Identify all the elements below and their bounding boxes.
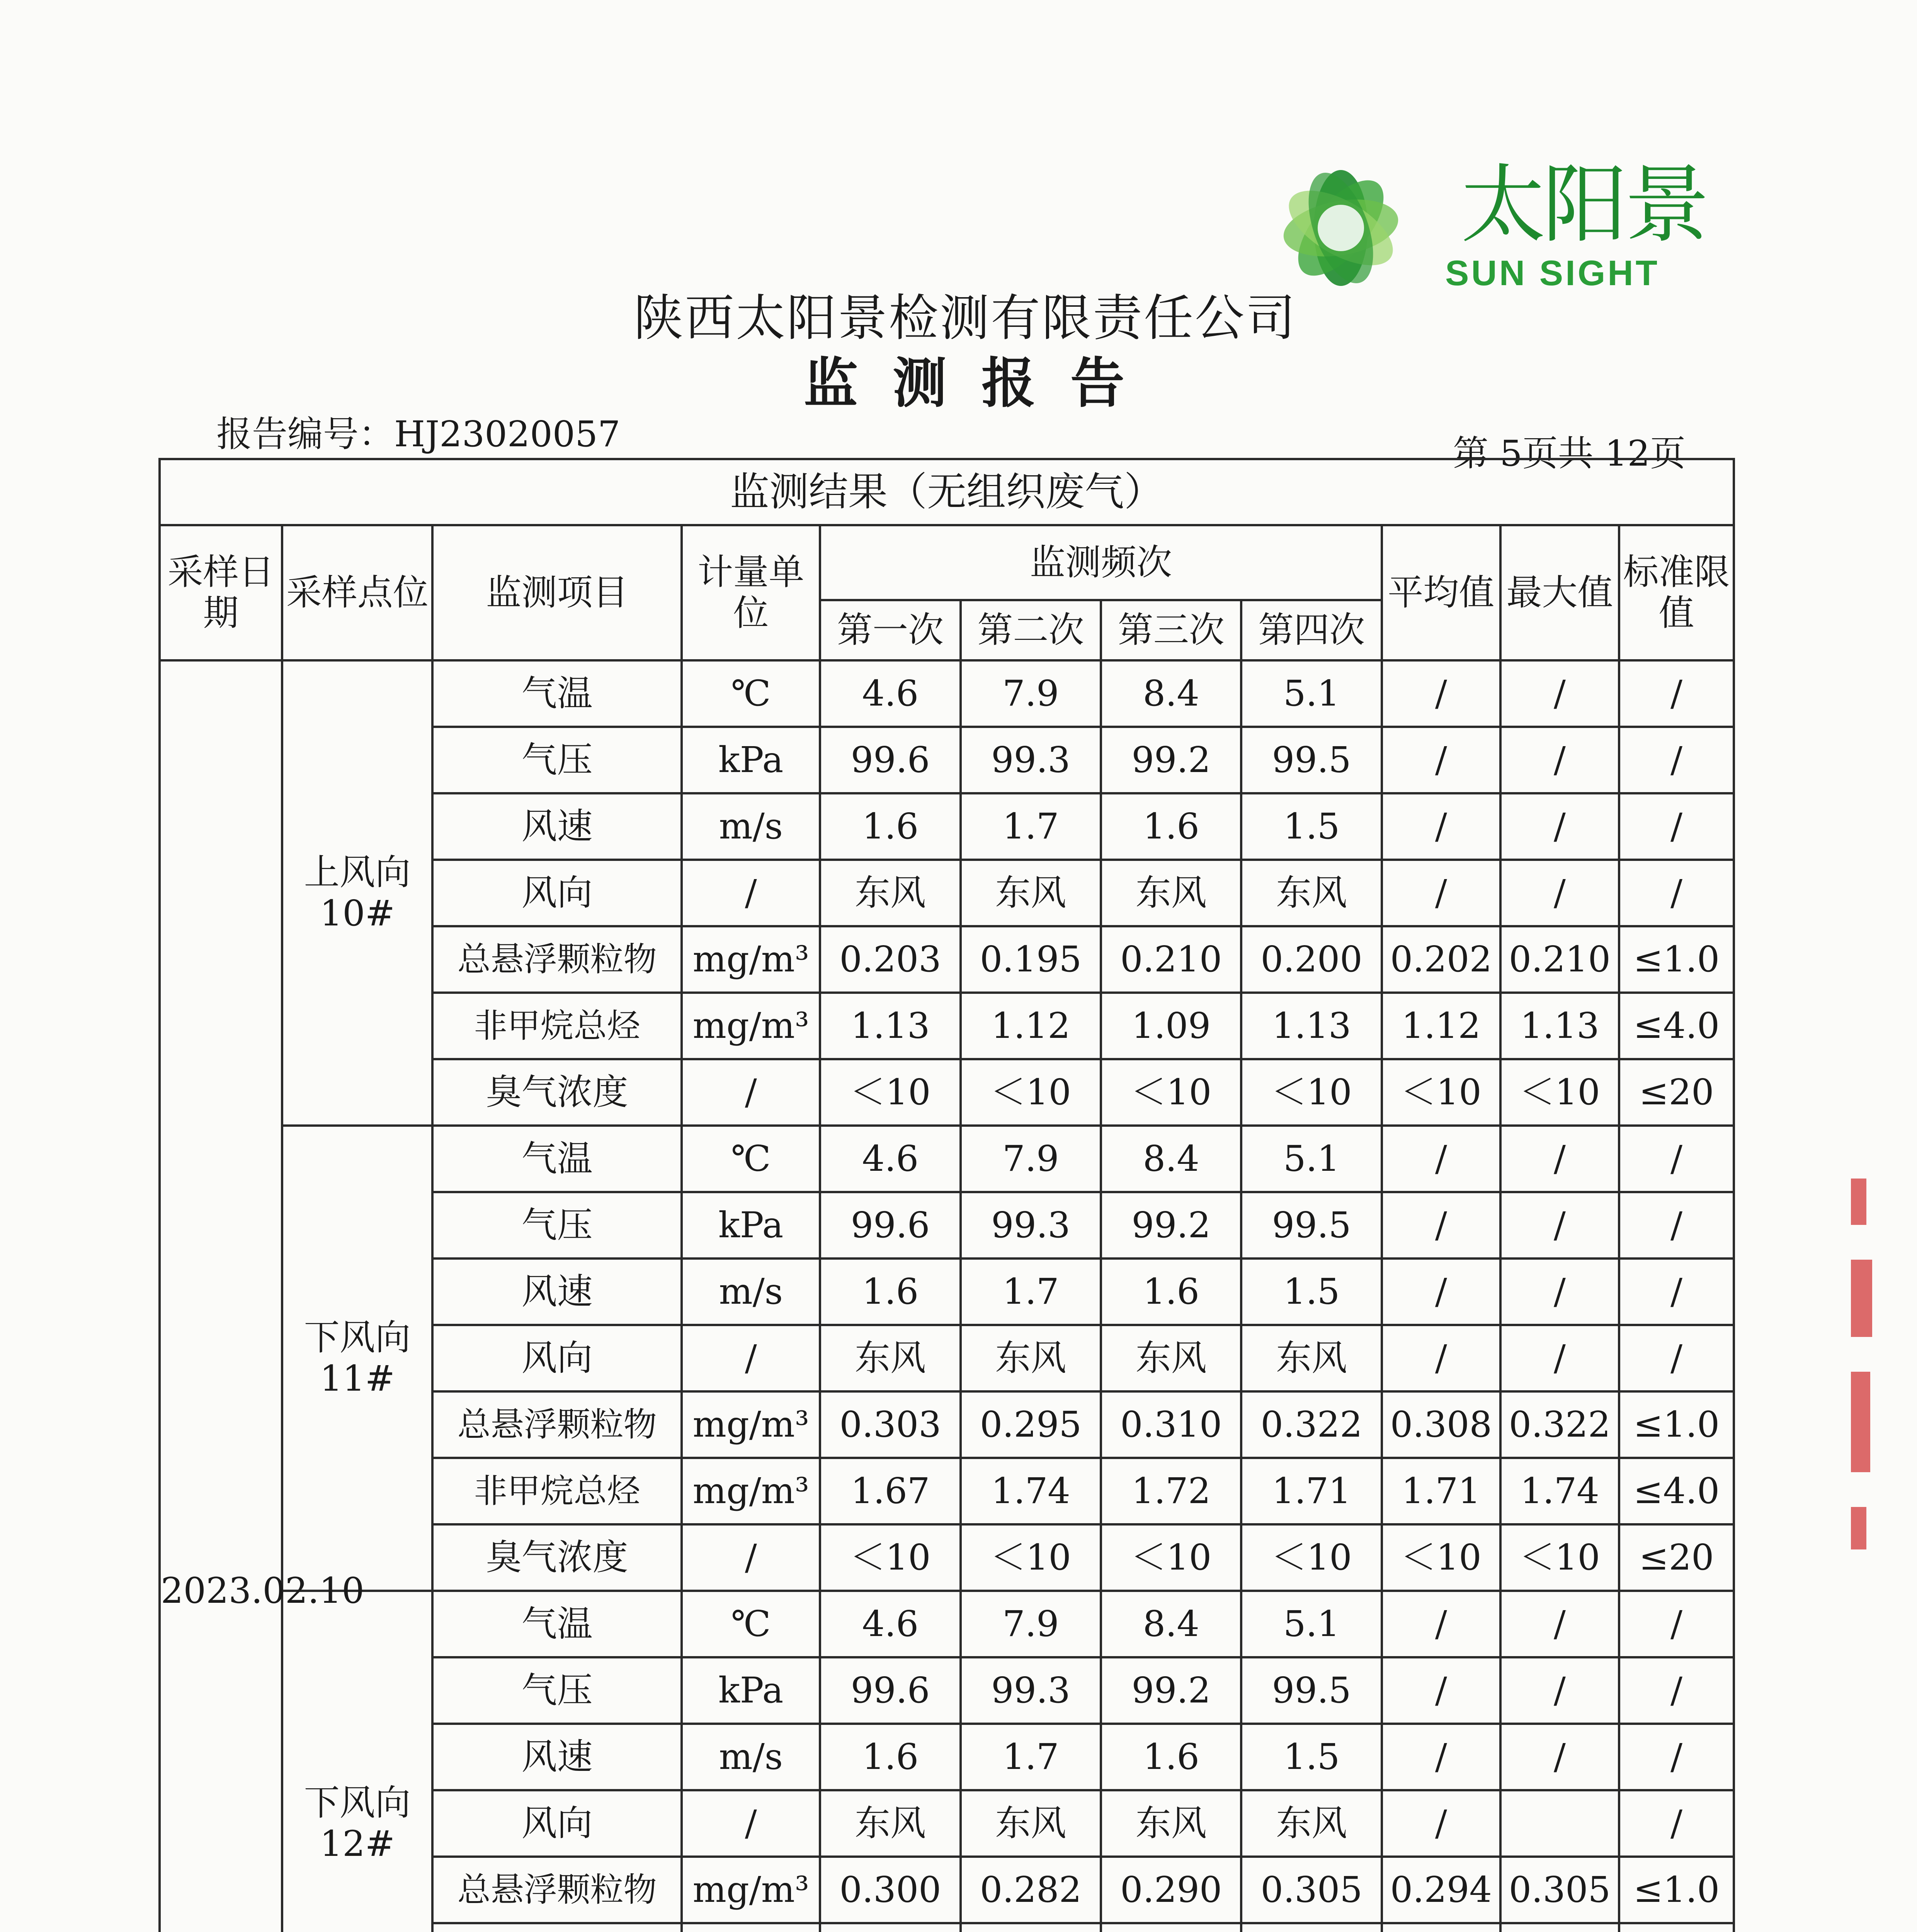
cell-first: 4.6 [820, 660, 960, 727]
cell-first: 东风 [820, 1325, 960, 1391]
cell-limit: / [1619, 1724, 1734, 1790]
sampling-point: 下风向12# [282, 1591, 432, 1932]
cell-item: 气温 [432, 1591, 682, 1657]
cell-limit [1619, 1923, 1734, 1932]
cell-first: ＜10 [820, 1059, 960, 1126]
cell-limit: / [1619, 1790, 1734, 1857]
cell-limit: / [1619, 727, 1734, 793]
cell-third: 1.6 [1101, 1259, 1241, 1325]
cell-average: 0.202 [1382, 926, 1500, 993]
cell-first: 0.300 [820, 1857, 960, 1923]
cell-unit: / [682, 1325, 820, 1391]
logo-chinese-name: 太阳景 [1461, 155, 1707, 254]
cell-third: 1.09 [1101, 993, 1241, 1059]
cell-unit: mg/m³ [682, 1458, 820, 1524]
cell-max: / [1500, 1259, 1619, 1325]
report-title: 监测报告 [804, 352, 1160, 415]
results-table [158, 458, 1735, 1932]
cell-second: 0.282 [961, 1857, 1101, 1923]
cell-average: ＜10 [1382, 1059, 1500, 1126]
company-name: 陕西太阳景检测有限责任公司 [634, 289, 1297, 347]
cell-fourth: 1.5 [1241, 1724, 1381, 1790]
cell-average: / [1382, 1259, 1500, 1325]
cell-third: 99.2 [1101, 727, 1241, 793]
cell-fourth: 0.200 [1241, 926, 1381, 993]
cell-max: / [1500, 727, 1619, 793]
cell-max: 1.74 [1500, 1458, 1619, 1524]
results-table-body [160, 660, 1734, 1932]
cell-unit: ℃ [682, 660, 820, 727]
cell-fourth: 东风 [1241, 1790, 1381, 1857]
cell-fourth: 东风 [1241, 1325, 1381, 1391]
cell-third: 99.2 [1101, 1192, 1241, 1259]
table-row [160, 1591, 1734, 1657]
cell-third: ＜10 [1101, 1524, 1241, 1591]
cell-third: 1.6 [1101, 1724, 1241, 1790]
cell-limit: ≤20 [1619, 1059, 1734, 1126]
cell-second: 东风 [961, 860, 1101, 926]
header-unit: 计量单位 [682, 525, 820, 660]
cell-second: 99.3 [961, 1657, 1101, 1724]
cell-limit: ≤4.0 [1619, 1458, 1734, 1524]
cell-second: 7.9 [961, 1126, 1101, 1192]
header-limit: 标准限值 [1619, 525, 1734, 660]
cell-item: 总悬浮颗粒物 [432, 926, 682, 993]
cell-item: 风速 [432, 1259, 682, 1325]
cell-unit: mg/m³ [682, 1857, 820, 1923]
cell-fourth: ＜10 [1241, 1524, 1381, 1591]
cell-max: / [1500, 1657, 1619, 1724]
cell-item: 风向 [432, 860, 682, 926]
cell-third: 1.6 [1101, 793, 1241, 860]
cell-second: 1.7 [961, 793, 1101, 860]
cell-first: 1.67 [820, 1458, 960, 1524]
cell-fourth: 99.5 [1241, 1657, 1381, 1724]
cell-item: 非甲烷总烃 [432, 1458, 682, 1524]
cell-max: 0.322 [1500, 1391, 1619, 1458]
cell-unit: mg/m³ [682, 993, 820, 1059]
cell-limit: ≤1.0 [1619, 1857, 1734, 1923]
cell-second: 0.195 [961, 926, 1101, 993]
cell-unit: / [682, 1790, 820, 1857]
cell-max: ＜10 [1500, 1059, 1619, 1126]
cell-fourth: 1.5 [1241, 793, 1381, 860]
cell-first: 99.6 [820, 727, 960, 793]
cell-first: 0.303 [820, 1391, 960, 1458]
logo-english-name: SUN SIGHT [1445, 253, 1660, 293]
cell-fourth: ＜10 [1241, 1059, 1381, 1126]
cell-second: 1.7 [961, 1724, 1101, 1790]
cell-second: 7.9 [961, 1591, 1101, 1657]
cell-limit: / [1619, 793, 1734, 860]
cell-first: 1.6 [820, 1259, 960, 1325]
cell-average: / [1382, 1192, 1500, 1259]
cell-average: / [1382, 860, 1500, 926]
cell-unit: ℃ [682, 1591, 820, 1657]
cell-max: / [1500, 660, 1619, 727]
header-point: 采样点位 [282, 525, 432, 660]
cell-first: 99.6 [820, 1657, 960, 1724]
header-frequency: 监测频次 [820, 525, 1381, 600]
cell-first: 东风 [820, 860, 960, 926]
cell-average: / [1382, 660, 1500, 727]
sampling-date: 2023.02.10 [160, 660, 282, 1932]
header-first: 第一次 [820, 600, 960, 660]
cell-third: 0.210 [1101, 926, 1241, 993]
cell-max: ＜10 [1500, 1524, 1619, 1591]
cell-fourth: 东风 [1241, 860, 1381, 926]
cell-unit: ℃ [682, 1126, 820, 1192]
cell-unit: kPa [682, 1192, 820, 1259]
header-item: 监测项目 [432, 525, 682, 660]
cell-fourth [1241, 1923, 1381, 1932]
cell-max: 0.210 [1500, 926, 1619, 993]
cell-max: / [1500, 1724, 1619, 1790]
cell-limit: / [1619, 1192, 1734, 1259]
cell-max: / [1500, 860, 1619, 926]
cell-max [1500, 1790, 1619, 1857]
cell-item: 风向 [432, 1790, 682, 1857]
cell-third: 0.290 [1101, 1857, 1241, 1923]
cell-average: / [1382, 1724, 1500, 1790]
report-number: 报告编号：HJ23020057 [216, 413, 621, 455]
cell-fourth: 1.71 [1241, 1458, 1381, 1524]
cell-second: 1.12 [961, 993, 1101, 1059]
cell-first: 0.203 [820, 926, 960, 993]
cell-third: 8.4 [1101, 1591, 1241, 1657]
cell-first: 4.6 [820, 1591, 960, 1657]
cell-first: 1.6 [820, 793, 960, 860]
cell-third: 东风 [1101, 1325, 1241, 1391]
cell-second: ＜10 [961, 1059, 1101, 1126]
header-fourth: 第四次 [1241, 600, 1381, 660]
cell-item: 气压 [432, 1657, 682, 1724]
cell-average: ＜10 [1382, 1524, 1500, 1591]
cell-max: / [1500, 1591, 1619, 1657]
cell-average: 1.12 [1382, 993, 1500, 1059]
cell-second: 99.3 [961, 1192, 1101, 1259]
cell-item: 臭气浓度 [432, 1524, 682, 1591]
cell-unit: kPa [682, 1657, 820, 1724]
table-row [160, 660, 1734, 727]
cell-third: 0.310 [1101, 1391, 1241, 1458]
cell-limit: ≤20 [1619, 1524, 1734, 1591]
cell-limit: / [1619, 1259, 1734, 1325]
header-third: 第三次 [1101, 600, 1241, 660]
cell-item: 风速 [432, 793, 682, 860]
cell-item [432, 1923, 682, 1932]
cell-max: 1.13 [1500, 993, 1619, 1059]
cell-max: 0.305 [1500, 1857, 1619, 1923]
cell-average: 0.294 [1382, 1857, 1500, 1923]
cell-average: / [1382, 1591, 1500, 1657]
cell-item: 气压 [432, 1192, 682, 1259]
cell-third: 8.4 [1101, 1126, 1241, 1192]
cell-unit: m/s [682, 793, 820, 860]
cell-average [1382, 1923, 1500, 1932]
cell-second: ＜10 [961, 1524, 1101, 1591]
cell-max [1500, 1923, 1619, 1932]
cell-first: 4.6 [820, 1126, 960, 1192]
header-max: 最大值 [1500, 525, 1619, 660]
cell-item: 气温 [432, 660, 682, 727]
table-row [160, 1126, 1734, 1192]
cell-third: 99.2 [1101, 1657, 1241, 1724]
cell-second: 99.3 [961, 727, 1101, 793]
cell-second: 1.7 [961, 1259, 1101, 1325]
cell-second: 东风 [961, 1790, 1101, 1857]
header-average: 平均值 [1382, 525, 1500, 660]
cell-limit: / [1619, 1657, 1734, 1724]
cell-limit: / [1619, 1126, 1734, 1192]
cell-item: 非甲烷总烃 [432, 993, 682, 1059]
cell-max: / [1500, 793, 1619, 860]
header-date: 采样日期 [160, 525, 282, 660]
cell-fourth: 0.322 [1241, 1391, 1381, 1458]
cell-limit: ≤4.0 [1619, 993, 1734, 1059]
cell-third: 东风 [1101, 860, 1241, 926]
sampling-point: 下风向11# [282, 1126, 432, 1591]
cell-limit: ≤1.0 [1619, 926, 1734, 993]
cell-first: 1.6 [820, 1724, 960, 1790]
cell-fourth: 0.305 [1241, 1857, 1381, 1923]
cell-unit: m/s [682, 1259, 820, 1325]
cell-second: 1.74 [961, 1458, 1101, 1524]
cell-first [820, 1923, 960, 1932]
cell-average: / [1382, 1126, 1500, 1192]
cell-item: 总悬浮颗粒物 [432, 1391, 682, 1458]
cell-fourth: 99.5 [1241, 727, 1381, 793]
cell-average: / [1382, 1657, 1500, 1724]
cell-fourth: 1.5 [1241, 1259, 1381, 1325]
cell-limit: / [1619, 660, 1734, 727]
cell-second [961, 1923, 1101, 1932]
cell-first: 东风 [820, 1790, 960, 1857]
cell-max: / [1500, 1126, 1619, 1192]
cell-third: ＜10 [1101, 1059, 1241, 1126]
cell-third [1101, 1923, 1241, 1932]
cell-item: 风速 [432, 1724, 682, 1790]
cell-unit: mg/m³ [682, 1391, 820, 1458]
cell-limit: ≤1.0 [1619, 1391, 1734, 1458]
cell-max: / [1500, 1325, 1619, 1391]
company-logo [1260, 151, 1743, 313]
cell-unit [682, 1923, 820, 1932]
cell-first: ＜10 [820, 1524, 960, 1591]
cell-item: 臭气浓度 [432, 1059, 682, 1126]
cell-fourth: 5.1 [1241, 660, 1381, 727]
cell-unit: / [682, 1059, 820, 1126]
cell-average: / [1382, 727, 1500, 793]
cell-unit: m/s [682, 1724, 820, 1790]
cell-second: 东风 [961, 1325, 1101, 1391]
cell-item: 气温 [432, 1126, 682, 1192]
header-second: 第二次 [961, 600, 1101, 660]
sampling-point: 上风向10# [282, 660, 432, 1126]
cell-item: 气压 [432, 727, 682, 793]
cell-limit: / [1619, 860, 1734, 926]
cell-second: 7.9 [961, 660, 1101, 727]
cell-third: 东风 [1101, 1790, 1241, 1857]
cell-fourth: 1.13 [1241, 993, 1381, 1059]
page-number: 第 5页共 12页 [1453, 433, 1686, 474]
cell-fourth: 99.5 [1241, 1192, 1381, 1259]
cell-third: 8.4 [1101, 660, 1241, 727]
cell-first: 1.13 [820, 993, 960, 1059]
cell-unit: / [682, 1524, 820, 1591]
red-stamp-fragment [1851, 1179, 1874, 1584]
cell-average: / [1382, 1790, 1500, 1857]
table-caption: 监测结果（无组织废气） [160, 459, 1734, 525]
cell-fourth: 5.1 [1241, 1591, 1381, 1657]
cell-item: 总悬浮颗粒物 [432, 1857, 682, 1923]
cell-average: / [1382, 793, 1500, 860]
cell-unit: kPa [682, 727, 820, 793]
cell-second: 0.295 [961, 1391, 1101, 1458]
cell-fourth: 5.1 [1241, 1126, 1381, 1192]
cell-average: 0.308 [1382, 1391, 1500, 1458]
cell-limit: / [1619, 1325, 1734, 1391]
cell-limit: / [1619, 1591, 1734, 1657]
cell-unit: / [682, 860, 820, 926]
cell-average: 1.71 [1382, 1458, 1500, 1524]
cell-item: 风向 [432, 1325, 682, 1391]
cell-average: / [1382, 1325, 1500, 1391]
cell-unit: mg/m³ [682, 926, 820, 993]
cell-third: 1.72 [1101, 1458, 1241, 1524]
cell-max: / [1500, 1192, 1619, 1259]
cell-first: 99.6 [820, 1192, 960, 1259]
results-table-wrap [158, 458, 1735, 1932]
